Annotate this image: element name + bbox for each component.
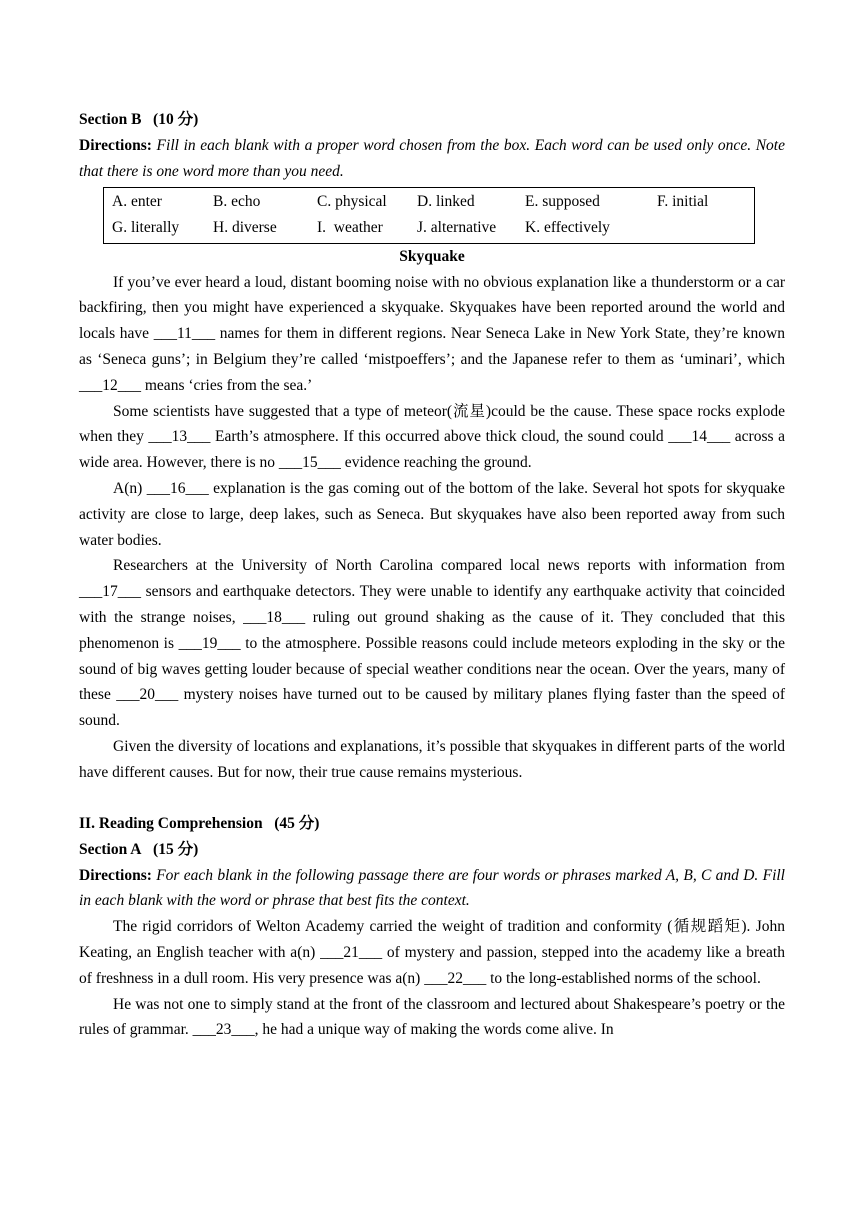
directions-text: Fill in each blank with a proper word chosen from the box. Each word can be used only once. Note that there is one word more than you need. — [79, 137, 785, 180]
word-option: B. echo — [213, 192, 261, 210]
word-option: H. diverse — [213, 218, 277, 236]
word-option: G. literally — [112, 218, 180, 236]
paragraph: Some scientists have suggested that a type of meteor(流星)could be the cause. These space rocks explode when they ___13___ Earth’s atmosphere. If this occurred above thick cloud, the sound could ___14___ across a wide area. However, there is no ___15___ evidence reaching the ground. — [79, 402, 785, 472]
directions-label: Directions: — [79, 866, 152, 884]
word-option: C. physical — [317, 192, 387, 210]
paragraph: Given the diversity of locations and explanations, it’s possible that skyquakes in different parts of the world have different causes. But for now, their true cause remains mysterious. — [79, 737, 785, 781]
paragraph: Researchers at the University of North Carolina compared local news reports with information from ___17___ sensors and earthquake detectors. They were unable to identify any earthquake activity that coincided with the strange noises, ___18___ ruling out ground shaking as the cause of it. They concluded that this phenomenon is ___19___ to the atmosphere. Possible reasons could include meteors exploding in the sky or the sound of big waves getting louder because of special weather conditions near the ocean. Over the years, many of these ___20___ mystery noises have turned out to be caused by military planes flying faster than the speed of sound. — [79, 557, 785, 730]
section-b-directions — [79, 133, 785, 185]
word-option — [657, 215, 747, 241]
directions-text: For each blank in the following passage there are four words or phrases marked A, B, C and D. Fill in each blank with the word or phrase that best fits the context. — [79, 866, 785, 910]
word-box-row — [112, 215, 747, 241]
section-spacer — [79, 786, 785, 811]
word-option: A. enter — [112, 192, 162, 210]
paragraph: A(n) ___16___ explanation is the gas coming out of the bottom of the lake. Several hot spots for skyquake activity are close to large, deep lakes, such as Seneca. But skyquakes have also been reported away from such water bodies. — [79, 479, 785, 549]
passage-title: Skyquake — [399, 247, 465, 265]
paragraph: He was not one to simply stand at the front of the classroom and lectured about Shakespeare’s poetry or the rules of grammar. ___23___, he had a unique way of making the words come alive. In — [79, 995, 785, 1039]
word-option: I. weather — [317, 218, 383, 236]
directions-label: Directions: — [79, 137, 152, 154]
word-option: F. initial — [657, 192, 709, 210]
section-a-directions — [79, 863, 785, 915]
part-two-heading: II. Reading Comprehension (45 分) — [79, 814, 320, 832]
word-option: J. alternative — [417, 218, 497, 236]
word-option: K. effectively — [525, 218, 610, 236]
document-page — [79, 107, 785, 1043]
paragraph: If you’ve ever heard a loud, distant booming noise with no obvious explanation like a thunderstorm or a car backfiring, then you might have experienced a skyquake. Skyquakes have been reported around the world and locals have ___11___ names for them in different regions. Near Seneca Lake in New York State, they’re known as ‘Seneca guns’; in Belgium they’re called ‘mistpoeffers’; and the Japanese refer to them as ‘uminari’, which ___12___ means ‘cries from the sea.’ — [79, 273, 785, 394]
word-box-row — [112, 189, 747, 215]
paragraph: The rigid corridors of Welton Academy carried the weight of tradition and conformity (循规蹈矩). John Keating, an English teacher with a(n) ___21___ of mystery and passion, stepped into the academy like a breath of freshness in a dull room. His very presence was a(n) ___22___ to the long-established norms of the school. — [79, 918, 785, 987]
word-box-table — [112, 189, 747, 241]
section-b-heading: Section B (10 分) — [79, 111, 199, 128]
word-option: E. supposed — [525, 192, 600, 210]
word-box — [103, 187, 755, 244]
section-a-heading: Section A (15 分) — [79, 840, 199, 858]
word-option: D. linked — [417, 192, 475, 210]
